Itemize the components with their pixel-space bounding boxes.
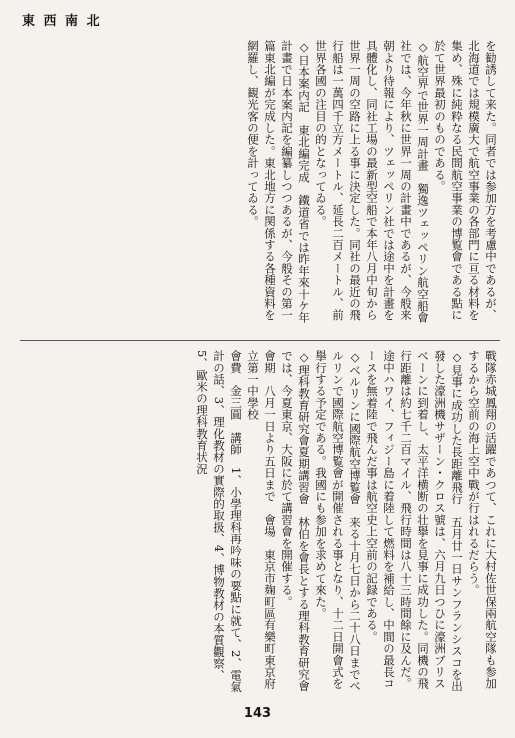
column-divider — [20, 340, 500, 341]
section-header: 東 西 南 北 — [22, 14, 102, 29]
upper-column-text: を勧誘して来た。同者では参加方を考慮中であるが、北海道では規模廣大で航空事業の各部門に亘る材料を集め、殊に純粋なる民間航空事業の博覧會である點に於て世界最初のものである。 ◇航空界で世界一周計畫 獨逸ツェッペリン航空船會社では、今年秋に世界一周の計畫中であるが、今般来朝より待報により、ツェッペリン社では途中を計畫を具體化し、同社工場の最新型空船で本年八月中旬から世界一周の空路に上る事に決定した。同社の最近の飛行船は一萬四千立方メートル、延長二百メートル、前世界各國の注目の的となってゐる。 ◇日本案内記 東北編完成 鐵道省では昨年來十ケ年計畫で日本案内記を編纂しつつあるが、今般その第一篇東北編が完成した。東北地方に関係する各種資料を網羅し、観光客の便を計ってゐる。 — [246, 40, 498, 324]
page-number: 143 — [243, 706, 272, 721]
lower-column-text: 戰隊赤城鳳翔の活躍であつて、これに大村佐世保兩航空隊も参加するから空前の海上空中戰が行はれるだらう。 ◇見事に成功した長距離飛行 五月廿一日サンフランシスコを出發した濠洲機サザーン・クロス號は、六月九日つひに濠洲ブリスベーンに到着し、太平洋横断の壮擧を見事に成功した。同機の飛行距離は約七千二百マイル、飛行時間は八十三時間餘に及んだ。途中ハワイ、フィジー島に着陸して燃料を補給し、中間の最長コースを無着陸で飛んだ事は航空史上空前の記録である。 ◇ベルリンに國際航空博覧會 来る十月七日から二十八日までベルリンで國際航空博覧會が開催される事となり、十二日開會式を擧行する予定である。我國にも参加を求めて來た。 ◇理科教育研究會夏期講習會 林伯を會長とする理科教育研究會では、今夏東京、大阪に於て講習會を開催する。 會期 八月一日より五日まで 會場 東京市麹町區有樂町東京府立第一中學校 會費 金三圓 講師 1、小學理科再吟味の要點に就て、2、電氣計の話、3、理化教材の實際的取扱、4、博物教材の本質觀察、5、歐米の理科教育状況 — [195, 350, 498, 693]
